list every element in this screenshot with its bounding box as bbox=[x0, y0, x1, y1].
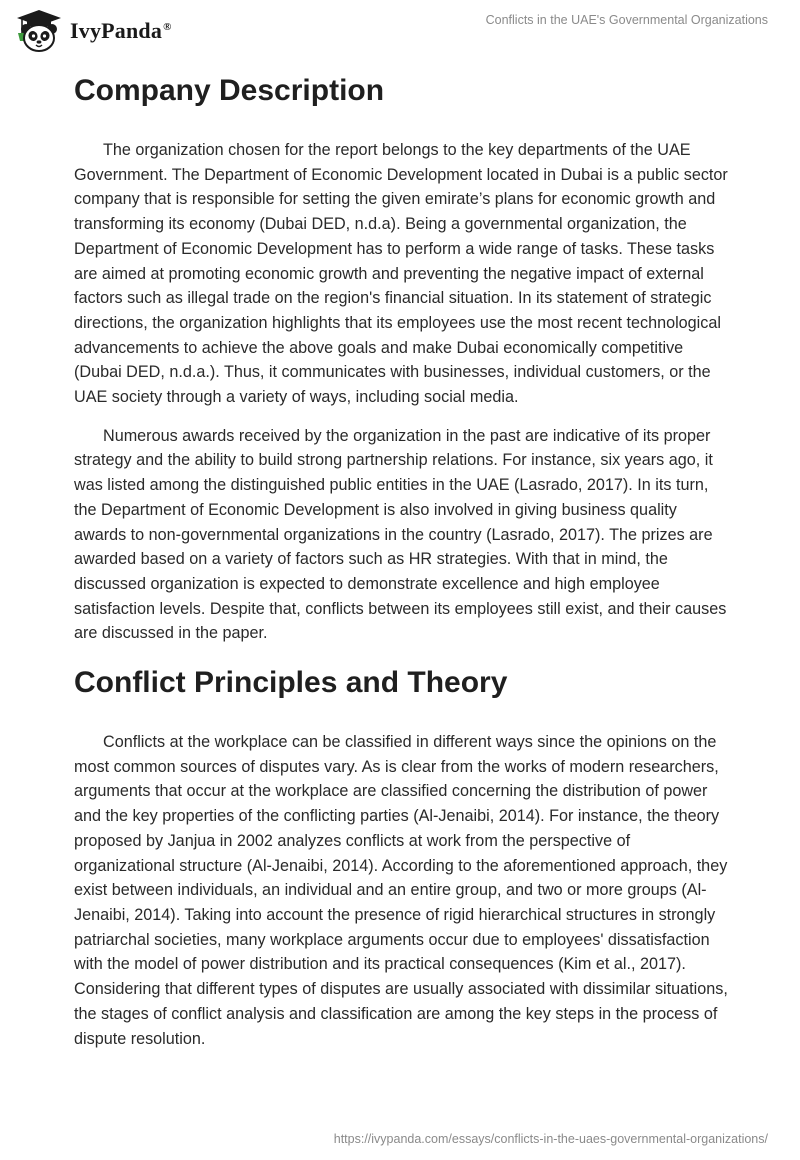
panda-graduate-icon bbox=[14, 8, 64, 54]
ivypanda-logo[interactable] bbox=[14, 8, 172, 54]
paragraph: Numerous awards received by the organization in the past are indicative of its proper strategy and the ability to build strong partnership relations. For instance, six years ago, it was listed among the distinguished public entities in the UAE (Lasrado, 2017). In its turn, the Department of Economic Development is also involved in giving business quality awards to non-governmental organizations in the country (Lasrado, 2017). The prizes are awarded based on a variety of factors such as HR strategies. With that in mind, the discussed organization is expected to demonstrate excellence and high employee satisfaction levels. Despite that, conflicts between its employees still exist, and their causes are discussed in the paper. bbox=[74, 426, 727, 643]
section-heading: Conflict Principles and Theory bbox=[74, 666, 508, 700]
section-heading: Company Description bbox=[74, 74, 385, 107]
paragraph: Conflicts at the workplace can be classified in different ways since the opinions on the most common sources of disputes vary. As is clear from the works of modern researchers, arguments that occur at the workplace are classified concerning the distribution of power and the key properties of the conflicting parties (Al-Jenaibi, 2014). For instance, the theory proposed by Janjua in 2002 analyzes conflicts at work from the perspective of organizational structure (Al-Jenaibi, 2014). According to the aforementioned approach, they exist between individuals, an individual and an entire group, and two or more groups (Al-Jenaibi, 2014). Taking into account the presence of rigid hierarchical structures in strongly patriarchal societies, many workplace arguments occur due to employees' dissatisfaction with the model of power distribution and its practical consequences (Kim et al., 2017). Considering that different types of disputes are usually associated with dissimilar situations, the stages of conflict analysis and classification are among the key steps in the process of dispute resolution. bbox=[74, 733, 728, 1048]
paragraph: The organization chosen for the report belongs to the key departments of the UAE Government. The Department of Economic Development located in Dubai is a public sector company that is responsible for setting the given emirate’s plans for economic growth and transforming its economy (Dubai DED, n.d.a). Being a governmental organization, the Department of Economic Development has to perform a wide range of tasks. These tasks are aimed at promoting economic growth and preventing the negative impact of external factors such as illegal trade on the region's financial situation. In its statement of strategic directions, the organization highlights that its employees use the most recent technological advancements to achieve the above goals and make Dubai economically competitive (Dubai DED, n.d.a.). Thus, it communicates with businesses, individual customers, or the UAE society through a variety of ways, including social media. bbox=[74, 141, 728, 407]
essay-content bbox=[74, 70, 730, 1065]
page-header bbox=[0, 0, 800, 60]
document-title: Conflicts in the UAE's Governmental Organizations bbox=[485, 13, 768, 27]
brand-name: IvyPanda® bbox=[70, 18, 172, 43]
source-url-link[interactable]: https://ivypanda.com/essays/conflicts-in-the-uaes-governmental-organizations/ bbox=[333, 1132, 768, 1146]
